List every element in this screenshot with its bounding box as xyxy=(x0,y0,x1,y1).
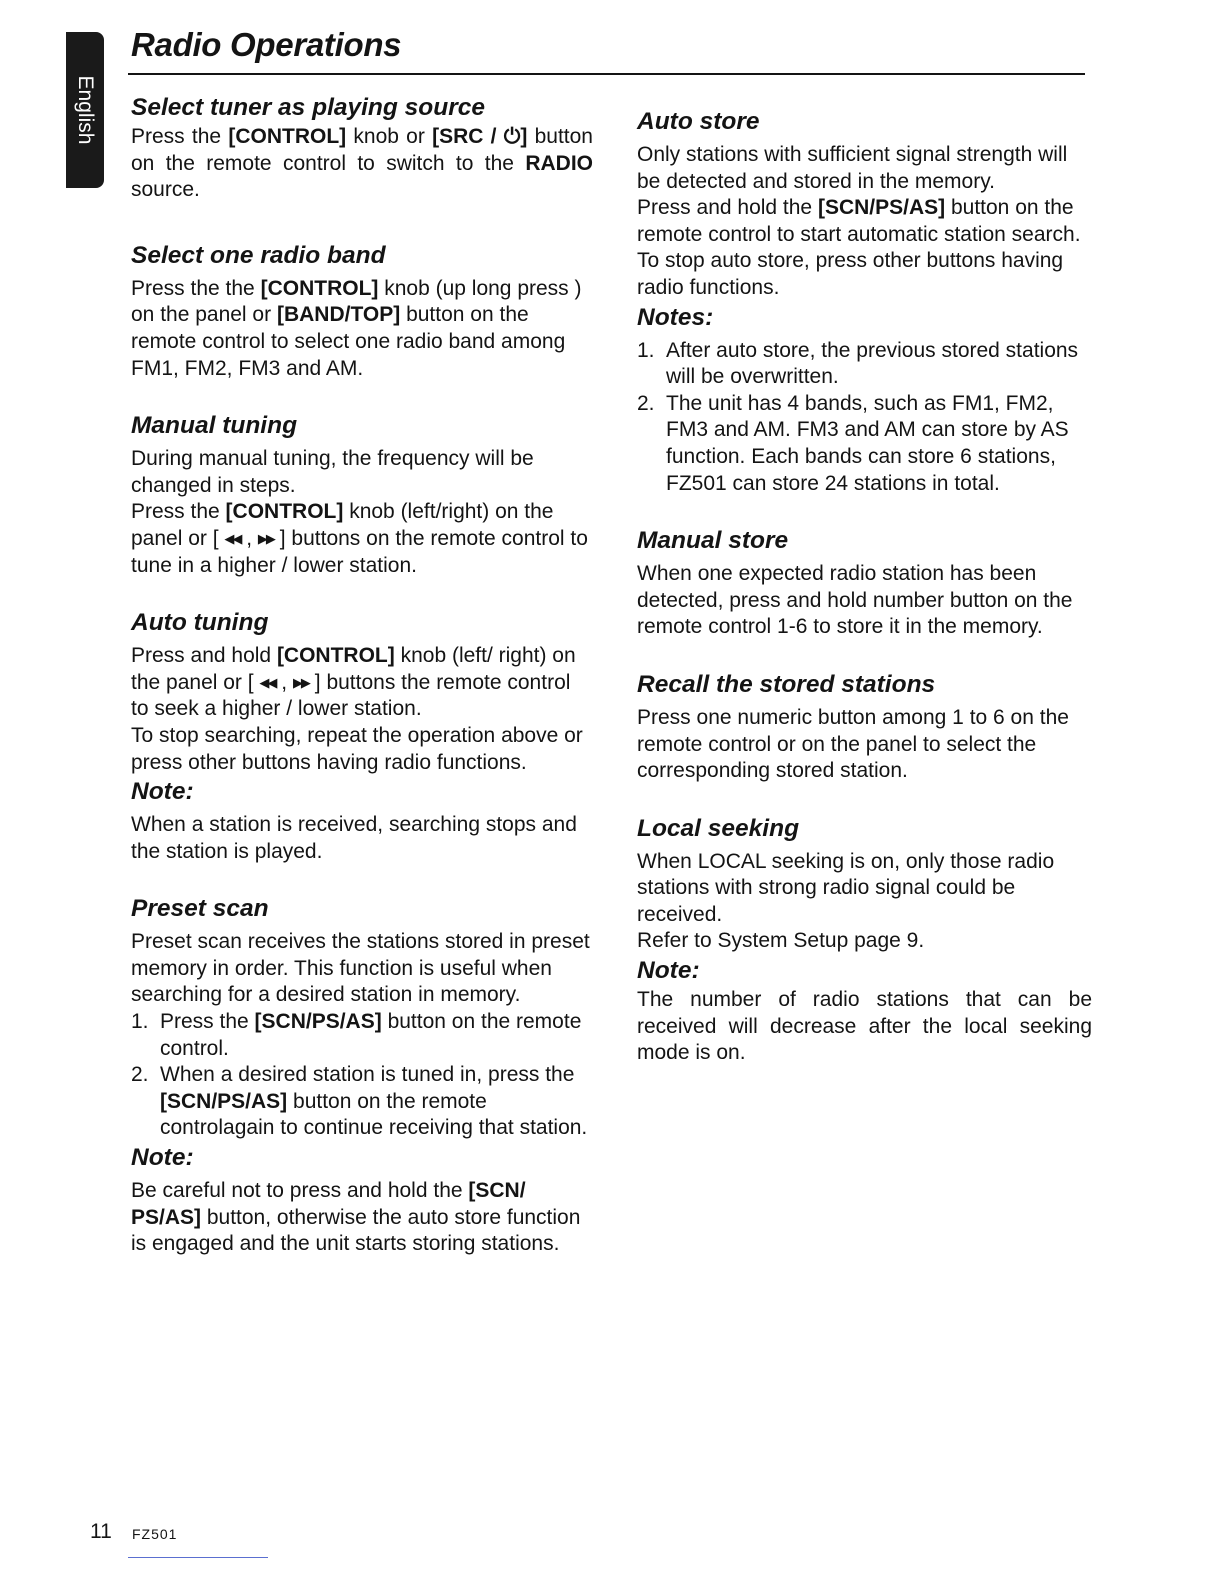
notes-heading: Notes: xyxy=(637,303,714,331)
section-text: When one expected radio station has been detected, press and hold number button on the remote control 1-6 to store it in the memory. xyxy=(637,562,1073,639)
section-select-tuner xyxy=(131,92,593,204)
page-title: Radio Operations xyxy=(131,26,402,63)
skip-forward-icon: ▶▶ xyxy=(292,674,309,690)
skip-back-icon: ◀◀ xyxy=(259,674,276,690)
section-text: When LOCAL seeking is on, only those radio stations with strong radio signal could be received. xyxy=(637,849,1055,926)
section-heading: Auto store xyxy=(637,108,760,135)
section-text: Press the [CONTROL] knob or [SRC / ⏻] button on the remote control to switch to the RADIO source. xyxy=(131,125,593,202)
title-divider xyxy=(128,73,1085,75)
section-auto-tuning xyxy=(131,607,593,865)
section-text: To stop searching, repeat the operation above or press other buttons having radio functions. xyxy=(131,723,583,774)
auto-store-notes xyxy=(637,338,1092,498)
list-item: 1. Press the [SCN/PS/AS] button on the remote control. xyxy=(131,1010,582,1060)
section-text: Refer to System Setup page 9. xyxy=(637,929,925,953)
note-text: The number of radio stations that can be received will decrease after the local seeking mode is on. xyxy=(637,988,1092,1065)
section-heading: Local seeking xyxy=(637,814,800,842)
list-item: 2. When a desired station is tuned in, press the [SCN/PS/AS] button on the remote controlagain to continue receiving that station. xyxy=(131,1063,588,1140)
note-heading: Note: xyxy=(131,1144,194,1172)
list-item: 1. After auto store, the previous stored stations will be overwritten. xyxy=(637,338,1079,389)
preset-scan-steps xyxy=(131,1009,593,1142)
footer-rule xyxy=(128,1557,268,1558)
list-item: 2. The unit has 4 bands, such as FM1, FM2, FM3 and AM. FM3 and AM can store by AS function. Each bands can store 6 stations, FZ501 can store 24 stations in total. xyxy=(637,391,1069,495)
skip-forward-icon: ▶▶ xyxy=(257,530,274,546)
section-heading: Preset scan xyxy=(131,895,269,923)
language-tab xyxy=(66,32,104,188)
language-tab-label: English xyxy=(74,75,97,145)
section-text: Press and hold [CONTROL] knob (left/ right) on the panel or [ ◀◀ , ▶▶ ] buttons the remote control to seek a higher / lower station. xyxy=(131,644,576,721)
note-text: Be careful not to press and hold the [SCN/ PS/AS] button, otherwise the auto store function is engaged and the unit starts storing stations. xyxy=(131,1179,581,1256)
section-heading: Select tuner as playing source xyxy=(131,94,486,121)
right-column xyxy=(637,106,1092,1067)
section-text: To stop auto store, press other buttons having radio functions. xyxy=(637,249,1064,299)
section-preset-scan xyxy=(131,893,593,1258)
section-text: Press one numeric button among 1 to 6 on the remote control or on the panel to select the corresponding stored station. xyxy=(637,705,1069,783)
section-text: Press the the [CONTROL] knob (up long press ) on the panel or [BAND/TOP] button on the remote control to select one radio band among FM1, FM2, FM3 and AM. xyxy=(131,276,582,380)
section-text: Press the [CONTROL] knob (left/right) on the panel or [ ◀◀ , ▶▶ ] buttons on the remote control to tune in a higher / lower station. xyxy=(131,500,588,577)
section-select-band xyxy=(131,240,593,382)
note-heading: Note: xyxy=(131,778,194,806)
section-recall xyxy=(637,669,1092,785)
note-text: When a station is received, searching stops and the station is played. xyxy=(131,813,577,863)
section-heading: Recall the stored stations xyxy=(637,670,936,698)
section-manual-store xyxy=(637,525,1092,641)
section-heading: Manual tuning xyxy=(131,412,298,440)
section-local-seeking xyxy=(637,813,1092,1067)
model-name: FZ501 xyxy=(132,1526,178,1542)
left-column xyxy=(131,92,593,1258)
section-text: Only stations with sufficient signal strength will be detected and stored in the memory. xyxy=(637,143,1068,193)
skip-back-icon: ◀◀ xyxy=(224,530,241,546)
section-text: Preset scan receives the stations stored in preset memory in order. This function is useful when searching for a desired station in memory. xyxy=(131,930,590,1007)
section-heading: Manual store xyxy=(637,527,789,555)
note-heading: Note: xyxy=(637,957,700,985)
section-text: Press and hold the [SCN/PS/AS] button on the remote control to start automatic station search. xyxy=(637,196,1081,246)
section-heading: Select one radio band xyxy=(131,241,386,269)
section-manual-tuning xyxy=(131,410,593,579)
page-number: 11 xyxy=(90,1520,112,1543)
section-text: During manual tuning, the frequency will be changed in steps. xyxy=(131,447,534,497)
section-auto-store xyxy=(637,106,1092,497)
section-heading: Auto tuning xyxy=(131,609,269,637)
